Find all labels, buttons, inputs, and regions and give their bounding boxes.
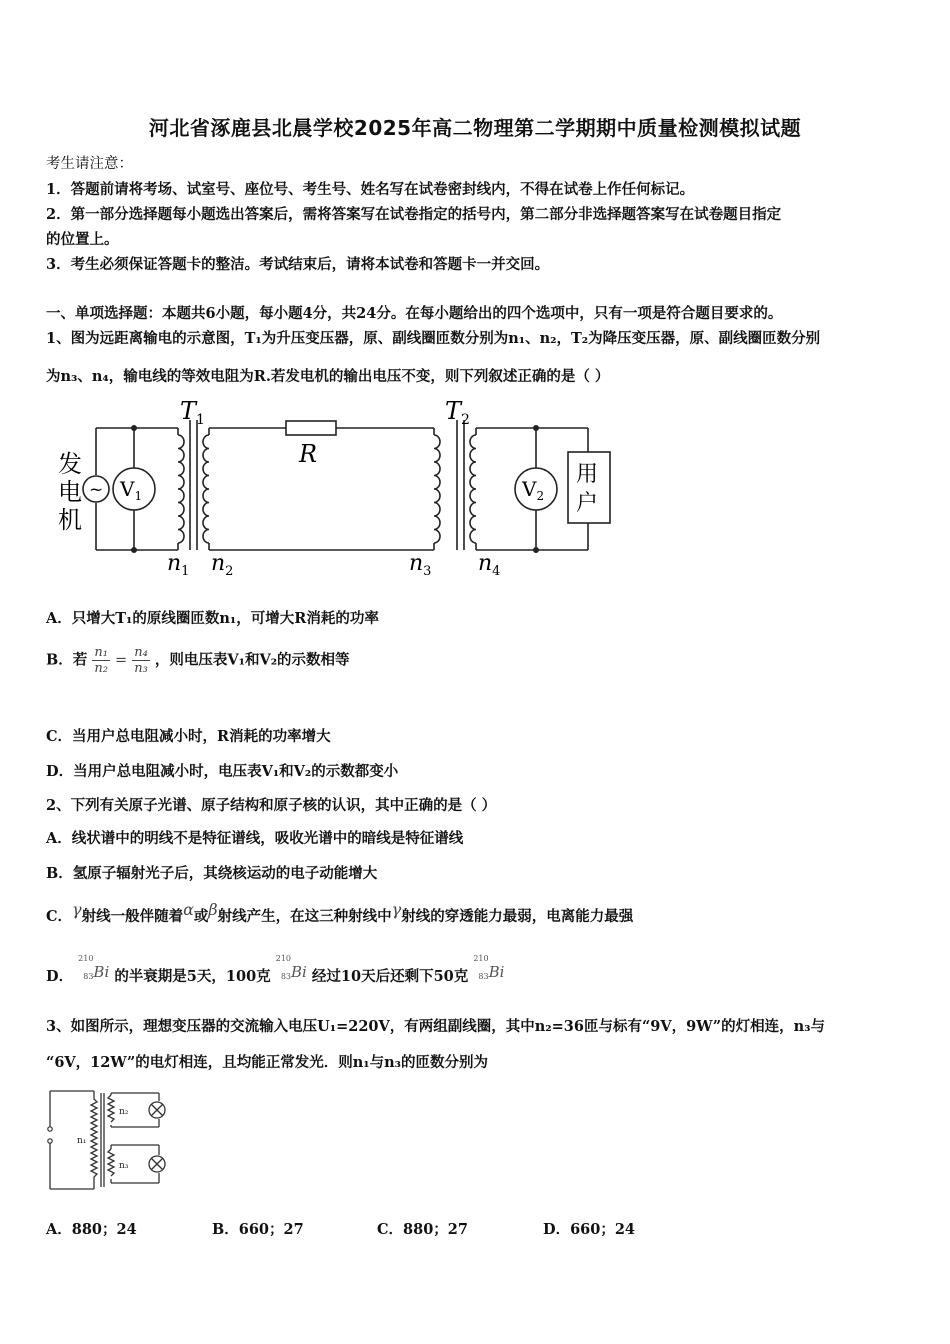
q3-n2-label: n₂ [119, 1107, 129, 1117]
notice-heading: 考生请注意： [46, 156, 133, 172]
voltmeter-v1-label: $V_1$ [120, 477, 143, 503]
t2-label: $T_2$ [445, 397, 470, 428]
n1-label: $n_1$ [167, 551, 190, 579]
q2-option-d: D． $^{210}$ $_{83}$Bi 的半衰期是5天，100克 $^{210}$ $_{83}$Bi 经过10天后还剩下50克 $^{210}$ $_{83}$Bi [46, 954, 505, 985]
q1-option-a: A．只增大T₁的原线圈匝数n₁，可增大R消耗的功率 [46, 610, 379, 627]
voltmeter-v2-label: $V_2$ [522, 477, 545, 503]
q2-stem: 2、下列有关原子光谱、原子结构和原子核的认识，其中正确的是（ ） [46, 797, 497, 814]
q3-transformer-figure [44, 1085, 174, 1197]
q2-option-a: A．线状谱中的明线不是特征谱线，吸收光谱中的暗线是特征谱线 [46, 830, 464, 847]
bi-isotope-3: $^{210}$ $_{83}$Bi [473, 954, 505, 981]
bi-isotope-1: $^{210}$ $_{83}$Bi [78, 954, 110, 981]
beta-symbol: β [208, 900, 218, 919]
user-label-2: 户 [576, 491, 599, 516]
q3-stem-line1: 3、如图所示，理想变压器的交流输入电压U₁=220V，有两组副线圈，其中n₂=36匝与标有“9V，9W”的灯相连，n₃与 [46, 1018, 826, 1035]
q1-option-d: D．当用户总电阻减小时，电压表V₁和V₂的示数都变小 [46, 763, 399, 780]
q3-option-c: C．880；27 [377, 1221, 468, 1238]
q1-option-c: C．当用户总电阻减小时，R消耗的功率增大 [46, 728, 331, 745]
notice-item-2: 2．第一部分选择题每小题选出答案后，需将答案写在试卷指定的括号内，第二部分非选择题答案写在试卷题目指定 [46, 206, 782, 223]
resistor-r-label: R [299, 440, 318, 468]
q2-option-b: B．氢原子辐射光子后，其绕核运动的电子动能增大 [46, 865, 378, 882]
q3-stem-line2: “6V，12W”的电灯相连，且均能正常发光．则n₁与n₃的匝数分别为 [46, 1054, 489, 1071]
q1-option-b: B．若 $\frac{\text{n₁}}{\text{n₂}}$ = $\frac{\text{n₄}}{\text{n₃}}$ ，则电压表V₁和V₂的示数相等 [46, 645, 350, 676]
q1-stem-line1: 1、图为远距离输电的示意图，T₁为升压变压器，原、副线圈匝数分别为n₁、n₂，T₂为降压变压器，原、副线圈匝数分别 [46, 330, 821, 347]
notice-item-3: 3．考生必须保证答题卡的整洁。考试结束后，请将本试卷和答题卡一并交回。 [46, 256, 550, 273]
n2-label: $n_2$ [211, 551, 234, 579]
generator-label-1: 发 [58, 450, 82, 478]
q3-n1-label: n₁ [77, 1136, 87, 1146]
q3-option-d: D．660；24 [543, 1221, 636, 1238]
ac-source-icon: ~ [89, 480, 104, 500]
q3-option-b: B．660；27 [212, 1221, 304, 1238]
q3-option-a: A．880；24 [46, 1221, 137, 1238]
alpha-symbol: α [183, 900, 194, 919]
generator-label-2: 电 [58, 478, 82, 506]
q1-circuit-figure [46, 395, 626, 580]
n4-label: $n_4$ [478, 551, 501, 579]
n3-label: $n_3$ [409, 551, 432, 579]
t1-label: $T_1$ [180, 397, 205, 428]
bi-isotope-2: $^{210}$ $_{83}$Bi [275, 954, 307, 981]
section-heading: 一、单项选择题：本题共6小题，每小题4分，共24分。在每小题给出的四个选项中，只有一项是符合题目要求的。 [46, 305, 783, 322]
gamma-symbol: γ [72, 900, 82, 919]
page-title: 河北省涿鹿县北晨学校2025年高二物理第二学期期中质量检测模拟试题 [148, 116, 802, 140]
q2-option-c: C．γ射线一般伴随着α或β射线产生，在这三种射线中γ射线的穿透能力最弱，电离能力最强 [46, 900, 634, 925]
gamma-symbol-2: γ [391, 900, 402, 919]
notice-item-1: 1．答题前请将考场、试室号、座位号、考生号、姓名写在试卷密封线内，不得在试卷上作任何标记。 [46, 181, 695, 198]
q1-stem-line2: 为n₃、n₄，输电线的等效电阻为R.若发电机的输出电压不变，则下列叙述正确的是（ ） [46, 368, 610, 385]
generator-label-3: 机 [58, 506, 82, 534]
user-label-1: 用 [576, 462, 599, 487]
q3-n3-label: n₃ [119, 1161, 129, 1171]
fraction-n1-n2: $\frac{\text{n₁}}{\text{n₂}}$ [94, 645, 108, 676]
fraction-n4-n3: $\frac{\text{n₄}}{\text{n₃}}$ [134, 645, 148, 676]
notice-item-2-cont: 的位置上。 [46, 231, 119, 248]
